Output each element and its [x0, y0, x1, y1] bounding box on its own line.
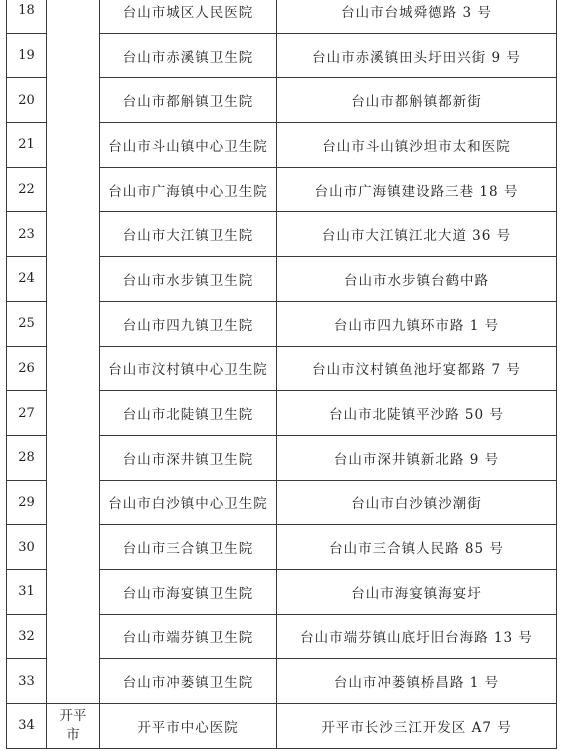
table-row: [7, 704, 557, 749]
hospital-address: 台山市都斛镇都新街: [277, 78, 557, 123]
row-number: 33: [7, 659, 47, 704]
hospital-name: 台山市海宴镇卫生院: [100, 569, 277, 614]
hospital-name: 台山市都斛镇卫生院: [100, 78, 277, 123]
row-number: 34: [7, 704, 47, 749]
row-number: 32: [7, 614, 47, 659]
hospital-address: 台山市北陡镇平沙路 50 号: [277, 391, 557, 436]
hospital-name: 开平市中心医院: [100, 704, 277, 749]
hospital-name: 台山市四九镇卫生院: [100, 301, 277, 346]
hospital-address: 台山市四九镇环市路 1 号: [277, 301, 557, 346]
row-number: 20: [7, 78, 47, 123]
table-row: [7, 0, 557, 33]
hospital-name: 台山市汶村镇中心卫生院: [100, 346, 277, 391]
district-label: 开平市: [59, 707, 87, 743]
row-number: 30: [7, 525, 47, 570]
row-number: 26: [7, 346, 47, 391]
row-number: 28: [7, 435, 47, 480]
hospital-table: [6, 0, 557, 749]
hospital-address: 台山市端芬镇山底圩旧台海路 13 号: [277, 614, 557, 659]
hospital-name: 台山市三合镇卫生院: [100, 525, 277, 570]
hospital-address: 台山市水步镇台鹤中路: [277, 257, 557, 302]
row-number: 22: [7, 167, 47, 212]
hospital-name: 台山市斗山镇中心卫生院: [100, 123, 277, 168]
hospital-name: 台山市城区人民医院: [100, 0, 277, 33]
hospital-address: 台山市冲蒌镇桥昌路 1 号: [277, 659, 557, 704]
hospital-name: 台山市水步镇卫生院: [100, 257, 277, 302]
hospital-address: 台山市深井镇新北路 9 号: [277, 435, 557, 480]
row-number: 31: [7, 569, 47, 614]
row-number: 25: [7, 301, 47, 346]
hospital-address: 开平市长沙三江开发区 A7 号: [277, 704, 557, 749]
row-number: 29: [7, 480, 47, 525]
row-number: 19: [7, 33, 47, 78]
district-cell-kaiping: [47, 704, 100, 749]
hospital-address: 台山市台城舜德路 3 号: [277, 0, 557, 33]
hospital-address: 台山市海宴镇海宴圩: [277, 569, 557, 614]
row-number: 21: [7, 123, 47, 168]
hospital-address: 台山市斗山镇沙坦市太和医院: [277, 123, 557, 168]
hospital-name: 台山市深井镇卫生院: [100, 435, 277, 480]
row-number: 24: [7, 257, 47, 302]
hospital-name: 台山市北陡镇卫生院: [100, 391, 277, 436]
district-cell-taishan: [47, 0, 100, 704]
hospital-name: 台山市大江镇卫生院: [100, 212, 277, 257]
hospital-address: 台山市大江镇江北大道 36 号: [277, 212, 557, 257]
hospital-address: 台山市赤溪镇田头圩田兴街 9 号: [277, 33, 557, 78]
row-number: 18: [7, 0, 47, 33]
hospital-address: 台山市三合镇人民路 85 号: [277, 525, 557, 570]
hospital-address: 台山市广海镇建设路三巷 18 号: [277, 167, 557, 212]
row-number: 23: [7, 212, 47, 257]
row-number: 27: [7, 391, 47, 436]
hospital-name: 台山市端芬镇卫生院: [100, 614, 277, 659]
hospital-name: 台山市冲蒌镇卫生院: [100, 659, 277, 704]
hospital-name: 台山市广海镇中心卫生院: [100, 167, 277, 212]
hospital-name: 台山市赤溪镇卫生院: [100, 33, 277, 78]
hospital-address: 台山市白沙镇沙潮街: [277, 480, 557, 525]
hospital-name: 台山市白沙镇中心卫生院: [100, 480, 277, 525]
hospital-table-container: [6, 0, 556, 749]
hospital-address: 台山市汶村镇鱼池圩宴都路 7 号: [277, 346, 557, 391]
